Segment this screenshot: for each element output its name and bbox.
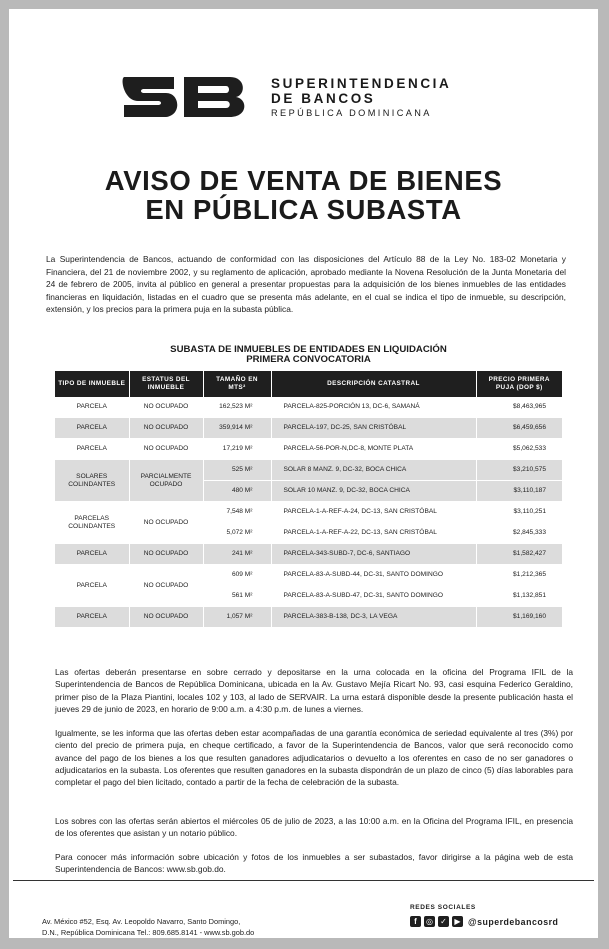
page-title-line-1: AVISO DE VENTA DE BIENES (104, 165, 503, 196)
cell-precio: $5,062,533 (476, 439, 562, 460)
footer-divider (13, 880, 594, 881)
sb-logo-mark-icon (122, 71, 264, 121)
cell-descripcion: PARCELA-343-SUBD-7, DC-6, SANTIAGO (271, 544, 476, 565)
cell-precio: $6,459,656 (476, 418, 562, 439)
cell-tamano: 480 M² (203, 481, 271, 502)
cell-precio: $8,463,965 (476, 397, 562, 418)
cell-tamano: 241 M² (203, 544, 271, 565)
paragraph-garantia: Igualmente, se les informa que las ofertas deben estar acompañadas de una garantía económica de seriedad equivalente al tres (3%) por ciento del precio de primera puja, en cheque certificado, a favor de la Superintendencia de Bancos, valor que será reconocido como avance del pago de los bienes a los que resulten ganadores adjudicatarios o devuelto a los oferentes en caso de no ser ganadores o adjudicatarios en la subasta. Los oferentes que resulten ganadores en la subasta dispondrán de un plazo de cinco (5) días laborables para completar el pago del bien licitado, contado a partir de la fecha de celebración de la subasta. (55, 728, 573, 788)
cell-descripcion: SOLAR 10 MANZ. 9, DC-32, BOCA CHICA (271, 481, 476, 502)
cell-tamano: 5,072 M² (203, 523, 271, 544)
cell-precio: $1,169,160 (476, 607, 562, 628)
cell-descripcion: PARCELA-197, DC-25, SAN CRISTÓBAL (271, 418, 476, 439)
cell-descripcion: PARCELA-383-B-138, DC-3, LA VEGA (271, 607, 476, 628)
cell-descripcion: PARCELA-83-A-SUBD-47, DC-31, SANTO DOMINGO (271, 586, 476, 607)
cell-tamano: 561 M² (203, 586, 271, 607)
table-row (55, 418, 562, 439)
social-label: REDES SOCIALES (410, 904, 476, 911)
cell-tipo: PARCELAS COLINDANTES (55, 502, 129, 544)
cell-descripcion: PARCELA-56-POR-N,DC-8, MONTE PLATA (271, 439, 476, 460)
twitter-icon[interactable]: ✓ (438, 916, 449, 927)
cell-descripcion: PARCELA-1-A-REF-A-24, DC-13, SAN CRISTÓBAL (271, 502, 476, 523)
cell-tipo: PARCELA (55, 439, 129, 460)
logo-line-3: REPÚBLICA DOMINICANA (271, 108, 432, 118)
notice-page (9, 9, 598, 938)
footer-address (42, 916, 342, 938)
cell-descripcion: PARCELA-83-A-SUBD-44, DC-31, SANTO DOMINGO (271, 565, 476, 586)
cell-precio: $2,845,333 (476, 523, 562, 544)
cell-tipo: SOLARES COLINDANTES (55, 460, 129, 502)
table-title-line-2: PRIMERA CONVOCATORIA (246, 354, 371, 365)
cell-tamano: 162,523 M² (203, 397, 271, 418)
cell-estatus: NO OCUPADO (129, 607, 203, 628)
table-body (55, 397, 562, 628)
footer (9, 880, 598, 938)
table-title-line-1: SUBASTA DE INMUEBLES DE ENTIDADES EN LIQUIDACIÓN (170, 344, 447, 355)
cell-precio: $1,212,365 (476, 565, 562, 586)
table-title (9, 345, 598, 365)
cell-descripcion: SOLAR 8 MANZ. 9, DC-32, BOCA CHICA (271, 460, 476, 481)
cell-tamano: 359,914 M² (203, 418, 271, 439)
header-descripcion: DESCRIPCIÓN CATASTRAL (271, 371, 476, 397)
table-row (55, 502, 562, 523)
cell-estatus: NO OCUPADO (129, 502, 203, 544)
intro-paragraph: La Superintendencia de Bancos, actuando de conformidad con las disposiciones del Artículo 88 de la Ley No. 183-02 Monetaria y Financiera, del 21 de noviembre 2002, y su reglamento de aplicación, aprobado mediante la Novena Resolución de la Junta Monetaria del 24 de febrero de 2005, invita al público en general a presentar propuestas para la adquisición de los bienes inmuebles de las entidades financieras en liquidación, listadas en el cuadro que se presenta más adelante, en el cual se indica el tipo de inmueble, su descripción, extensión, y los precios para la primera puja en la subasta pública. (46, 254, 566, 315)
header-tipo: TIPO DE INMUEBLE (55, 371, 129, 397)
cell-tamano: 525 M² (203, 460, 271, 481)
logo-line-1: SUPERINTENDENCIA (271, 76, 452, 91)
logo-line-2: DE BANCOS (271, 91, 376, 106)
cell-estatus: NO OCUPADO (129, 565, 203, 607)
cell-tipo: PARCELA (55, 607, 129, 628)
cell-estatus: NO OCUPADO (129, 418, 203, 439)
cell-tipo: PARCELA (55, 397, 129, 418)
facebook-icon[interactable]: f (410, 916, 421, 927)
cell-tipo: PARCELA (55, 544, 129, 565)
cell-descripcion: PARCELA-1-A-REF-A-22, DC-13, SAN CRISTÓBAL (271, 523, 476, 544)
cell-tamano: 17,219 M² (203, 439, 271, 460)
cell-estatus: NO OCUPADO (129, 439, 203, 460)
cell-tipo: PARCELA (55, 565, 129, 607)
auction-table (55, 371, 562, 628)
address-line-1: Av. México #52, Esq. Av. Leopoldo Navarro, Santo Domingo, (42, 917, 241, 926)
cell-estatus: PARCIALMENTE OCUPADO (129, 460, 203, 502)
table-row (55, 460, 562, 481)
table-header-row (55, 371, 562, 397)
cell-precio: $1,132,851 (476, 586, 562, 607)
cell-tamano: 1,057 M² (203, 607, 271, 628)
cell-tipo: PARCELA (55, 418, 129, 439)
table-row (55, 397, 562, 418)
cell-precio: $3,110,251 (476, 502, 562, 523)
cell-precio: $1,582,427 (476, 544, 562, 565)
social-handle[interactable]: @superdebancosrd (468, 917, 559, 927)
table-row (55, 544, 562, 565)
table-row (55, 439, 562, 460)
social-block (410, 904, 598, 927)
header-precio: PRECIO PRIMERA PUJA (DOP $) (476, 371, 562, 397)
page-title (9, 166, 598, 224)
cell-tamano: 609 M² (203, 565, 271, 586)
cell-precio: $3,210,575 (476, 460, 562, 481)
youtube-icon[interactable]: ▶ (452, 916, 463, 927)
instagram-icon[interactable]: ◎ (424, 916, 435, 927)
cell-tamano: 7,548 M² (203, 502, 271, 523)
header-estatus: ESTATUS DEL INMUEBLE (129, 371, 203, 397)
social-row (410, 916, 598, 928)
cell-precio: $3,110,187 (476, 481, 562, 502)
paragraph-apertura: Los sobres con las ofertas serán abiertos el miércoles 05 de julio de 2023, a las 10:00 a.m. en la Oficina del Programa IFIL, en presencia de los oferentes que asistan y un notario público. (55, 816, 573, 839)
paragraph-informacion: Para conocer más información sobre ubicación y fotos de los inmuebles a ser subastados, favor dirigirse a la página web de esta Superintendencia de Bancos: www.sb.gob.do. (55, 852, 573, 875)
cell-estatus: NO OCUPADO (129, 544, 203, 565)
table-row (55, 607, 562, 628)
cell-estatus: NO OCUPADO (129, 397, 203, 418)
page-title-line-2: EN PÚBLICA SUBASTA (145, 194, 462, 225)
header-tamano: TAMAÑO EN MTS² (203, 371, 271, 397)
paragraph-ofertas: Las ofertas deberán presentarse en sobre cerrado y depositarse en la urna colocada en la oficina del Programa IFIL de la Superintendencia de Bancos de República Dominicana, ubicada en la Av. Gustavo Mejía Ricart No. 93, casi esquina Federico Geraldino, primer piso de la Plaza Piantini, locales 102 y 103, al lado de SERVAIR. La urna estará disponible desde la presente publicación hasta el jueves 29 de junio de 2023, en horario de 9:00 a.m. a 4:30 p.m. de lunes a viernes. (55, 667, 573, 714)
table-row (55, 565, 562, 586)
address-line-2: D.N., República Dominicana Tel.: 809.685.8141 - www.sb.gob.do (42, 928, 255, 937)
cell-descripcion: PARCELA-825-PORCIÓN 13, DC-6, SAMANÁ (271, 397, 476, 418)
